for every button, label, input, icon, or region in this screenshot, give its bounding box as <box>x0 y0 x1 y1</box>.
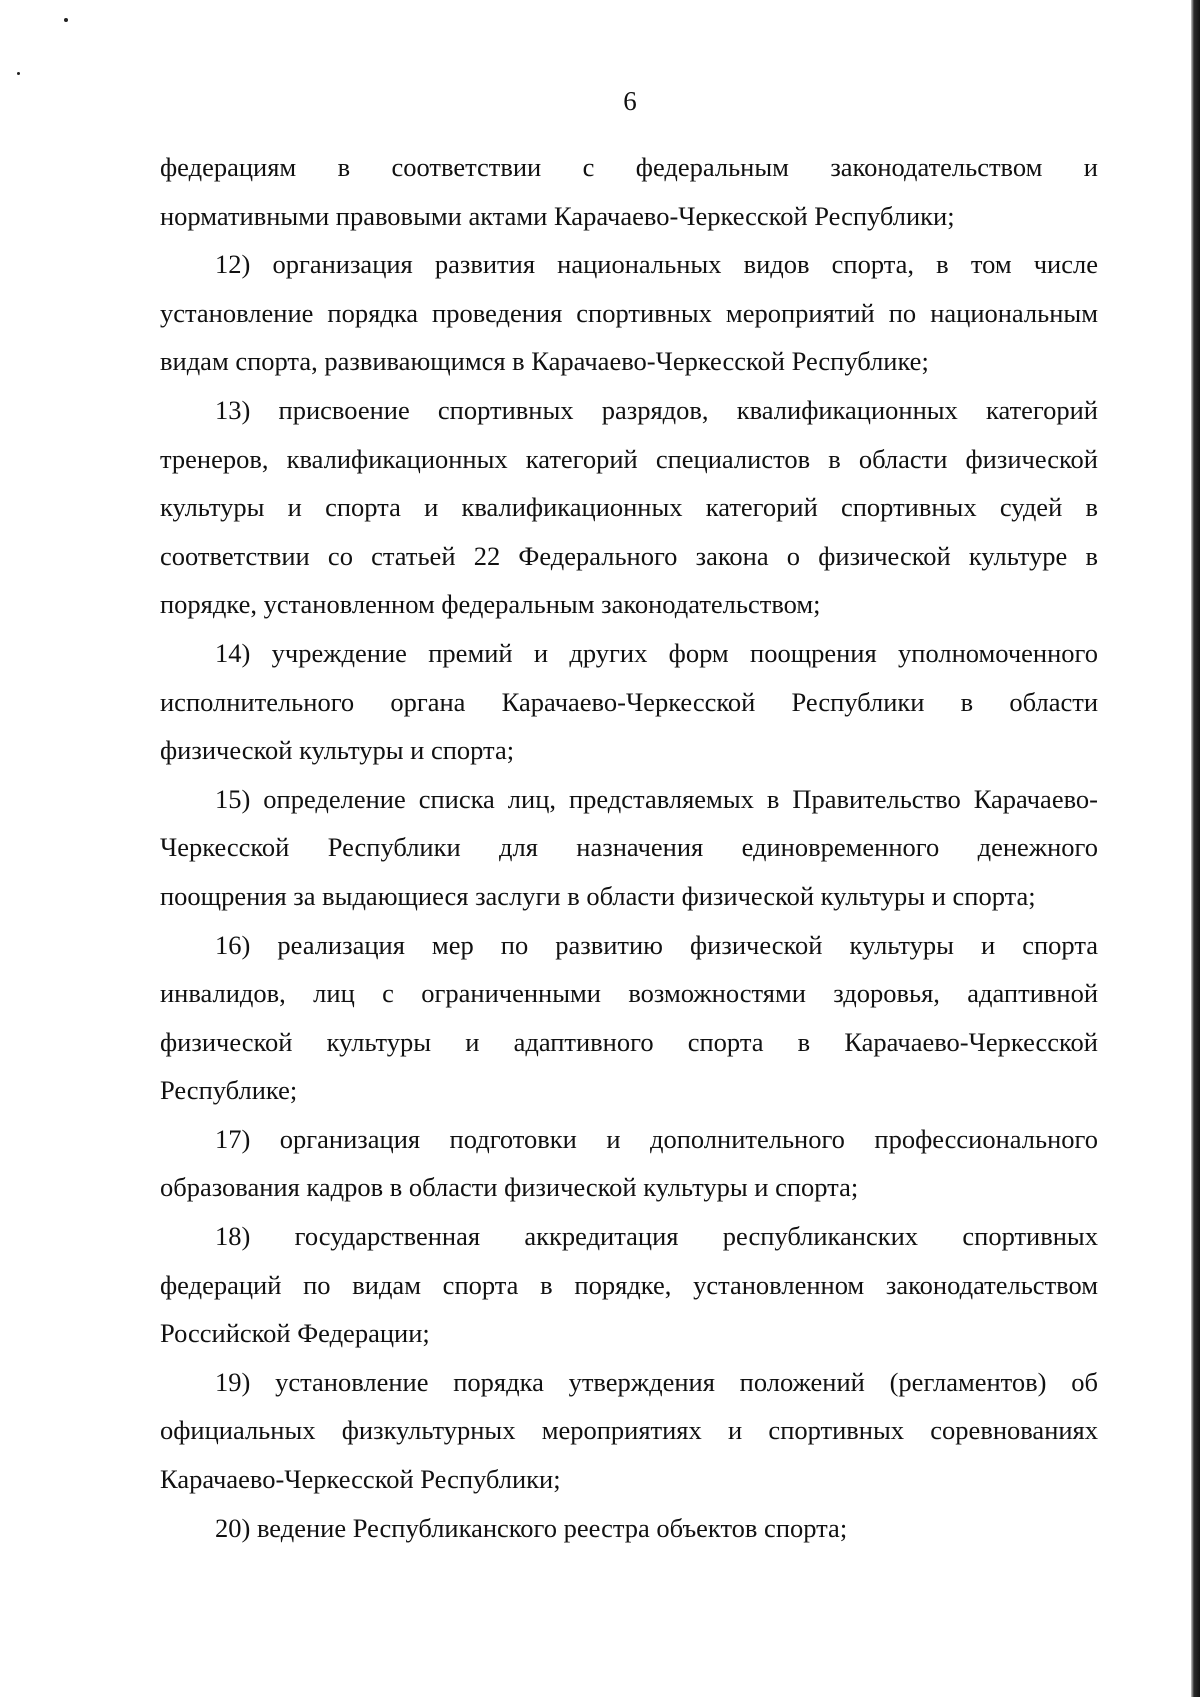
text-line: установление порядка проведения спортивных мероприятий по национальным <box>160 297 1098 328</box>
text-line: Карачаево-Черкесской Республики; <box>160 1464 561 1495</box>
text-line: видам спорта, развивающимся в Карачаево-Черкесской Республике; <box>160 346 929 377</box>
paragraph-p16 <box>160 921 1098 1115</box>
text-line: соответствии со статьей 22 Федерального закона о физической культуре в <box>160 540 1098 571</box>
text-line: образования кадров в области физической культуры и спорта; <box>160 1172 859 1203</box>
text-line: исполнительного органа Карачаево-Черкесской Республики в области <box>160 686 1098 717</box>
paragraph-p18 <box>160 1212 1098 1358</box>
text-line: Республике; <box>160 1075 298 1106</box>
paragraph-p17 <box>160 1115 1098 1212</box>
paragraph-p19 <box>160 1358 1098 1504</box>
paragraph-p15 <box>160 775 1098 921</box>
paragraph-p12 <box>160 240 1098 386</box>
scan-speck <box>64 18 68 22</box>
text-line: 15) определение списка лиц, представляемых в Правительство Карачаево- <box>215 783 1098 814</box>
text-line: федераций по видам спорта в порядке, установленном законодательством <box>160 1269 1098 1300</box>
text-line: нормативными правовыми актами Карачаево-Черкесской Республики; <box>160 200 955 231</box>
text-line: 18) государственная аккредитация республиканских спортивных <box>215 1221 1098 1252</box>
text-line: 14) учреждение премий и других форм поощрения уполномоченного <box>215 637 1098 668</box>
scan-edge-shadow <box>1191 0 1200 1697</box>
text-line: порядке, установленном федеральным законодательством; <box>160 589 821 620</box>
paragraph-p14 <box>160 629 1098 775</box>
text-line: физической культуры и спорта; <box>160 735 515 766</box>
text-line: 17) организация подготовки и дополнительного профессионального <box>215 1123 1098 1154</box>
text-line: 12) организация развития национальных видов спорта, в том числе <box>215 249 1098 280</box>
text-line: физической культуры и адаптивного спорта в Карачаево-Черкесской <box>160 1026 1098 1057</box>
text-line: тренеров, квалификационных категорий специалистов в области физической <box>160 443 1098 474</box>
text-line: Российской Федерации; <box>160 1318 430 1349</box>
scan-speck <box>17 72 20 75</box>
text-line: инвалидов, лиц с ограниченными возможностями здоровья, адаптивной <box>160 978 1098 1009</box>
document-body <box>160 143 1098 1552</box>
page-number: 6 <box>623 86 637 116</box>
text-line: культуры и спорта и квалификационных категорий спортивных судей в <box>160 492 1098 523</box>
text-line: поощрения за выдающиеся заслуги в области физической культуры и спорта; <box>160 880 1036 911</box>
paragraph-p11-cont <box>160 143 1098 240</box>
text-line: 13) присвоение спортивных разрядов, квалификационных категорий <box>215 394 1098 425</box>
paragraph-p20 <box>160 1504 1098 1553</box>
text-line: 16) реализация мер по развитию физической культуры и спорта <box>215 929 1098 960</box>
text-line: 19) установление порядка утверждения положений (регламентов) об <box>215 1366 1098 1397</box>
text-line: Черкесской Республики для назначения единовременного денежного <box>160 832 1098 863</box>
text-line: 20) ведение Республиканского реестра объектов спорта; <box>215 1512 848 1543</box>
text-line: федерациям в соответствии с федеральным законодательством и <box>160 152 1098 182</box>
text-line: официальных физкультурных мероприятиях и спортивных соревнованиях <box>160 1415 1098 1446</box>
paragraph-p13 <box>160 386 1098 629</box>
